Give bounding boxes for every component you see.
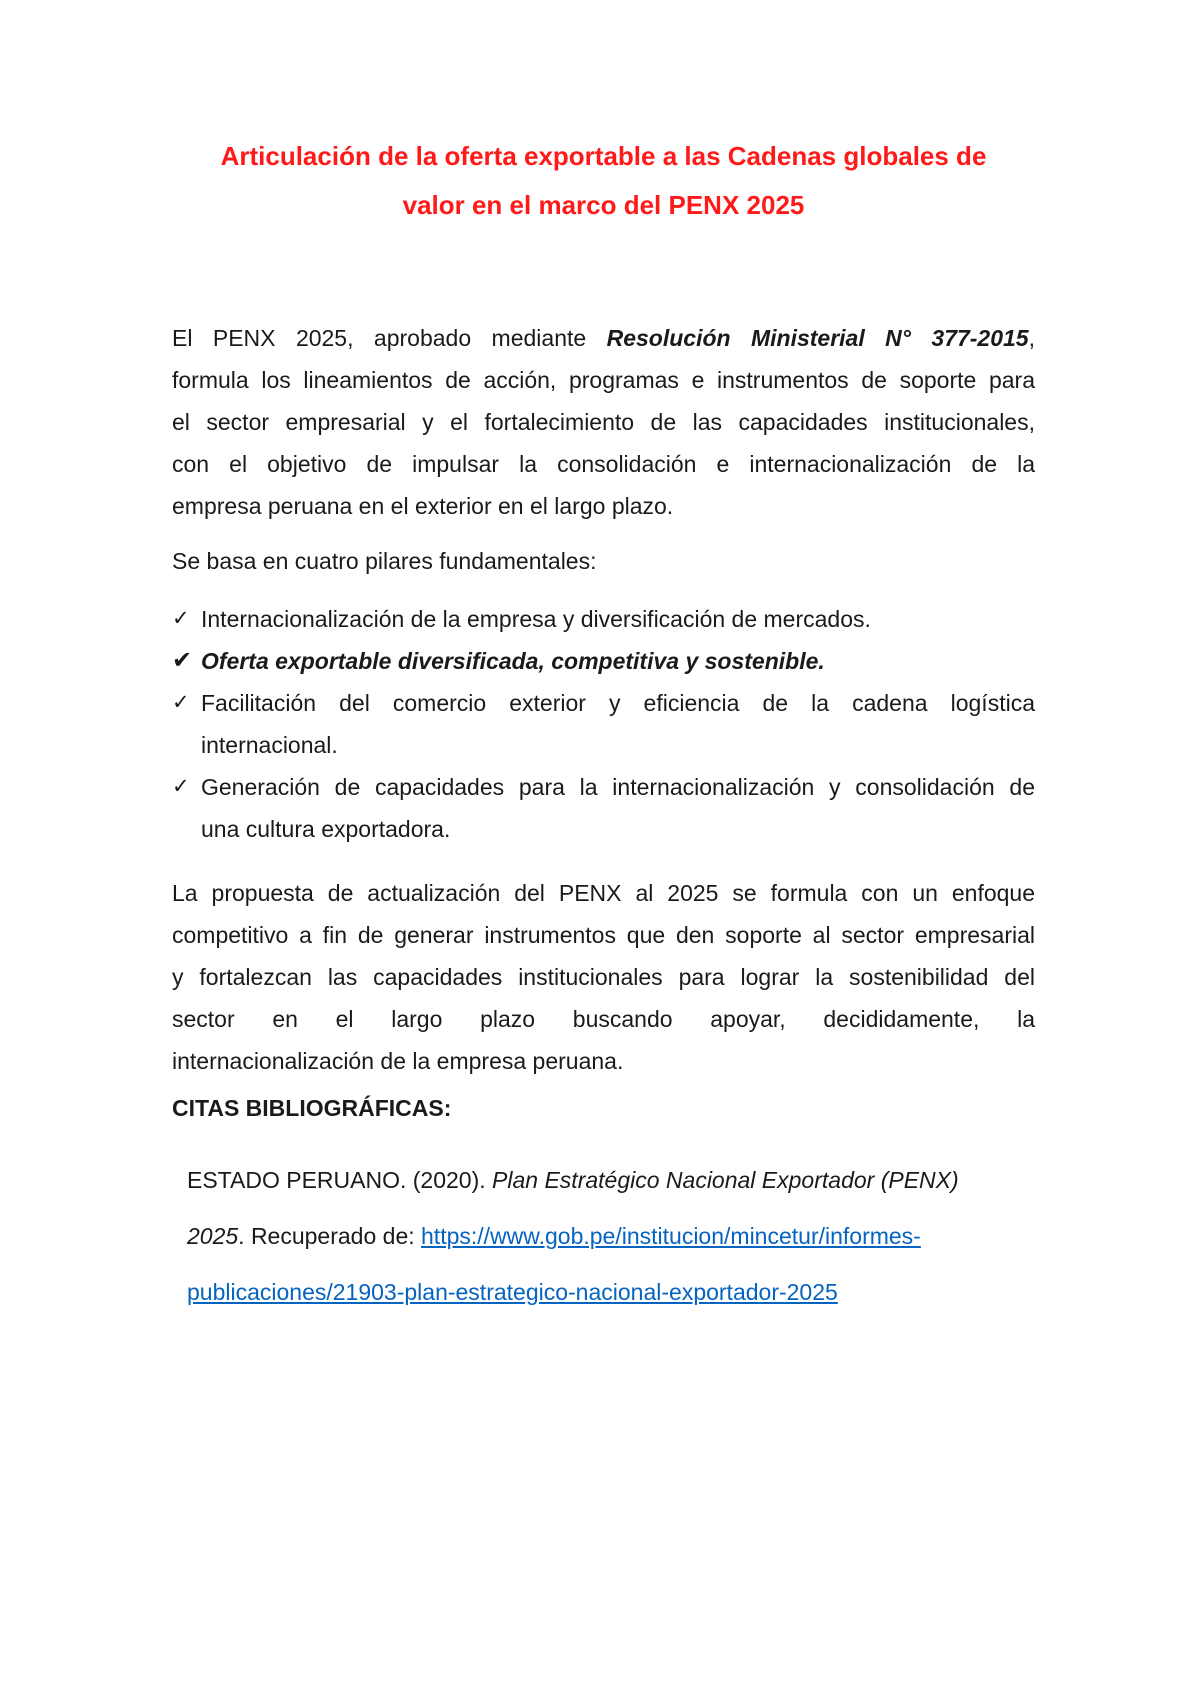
proposal-paragraph (172, 872, 1035, 1082)
citation-link-continued[interactable]: publicaciones/21903-plan-estrategico-nacional-exportador-2025 (187, 1279, 838, 1305)
citation-line-1: ESTADO PERUANO. (2020). Plan Estratégico Nacional Exportador (PENX) (187, 1167, 959, 1193)
check-icon: ✓ (172, 691, 190, 714)
intro-line-2: formula los lineamientos de acción, programas e instrumentos de soporte para (172, 367, 1035, 393)
pillar-4-line-1: Generación de capacidades para la internacionalización y consolidación de (201, 774, 1035, 800)
check-icon: ✓ (172, 775, 190, 798)
check-icon: ✔ (172, 647, 193, 674)
proposal-line-4: sector en el largo plazo buscando apoyar, decididamente, la (172, 1006, 1035, 1032)
intro-line-4: con el objetivo de impulsar la consolidación e internacionalización de la (172, 451, 1035, 477)
list-item (172, 640, 1035, 682)
proposal-line-5: internacionalización de la empresa peruana. (172, 1048, 624, 1074)
citation-link[interactable]: https://www.gob.pe/institucion/mincetur/informes- (421, 1223, 921, 1249)
cited-work-title: Plan Estratégico Nacional Exportador (PENX) (492, 1167, 959, 1193)
title-line-1: Articulación de la oferta exportable a las Cadenas globales de (220, 141, 987, 171)
citation-line-3 (187, 1264, 1035, 1320)
intro-paragraph (172, 317, 1035, 527)
pillars-intro: Se basa en cuatro pilares fundamentales: (172, 548, 597, 574)
pillar-3-line-2: internacional. (201, 732, 338, 758)
list-item (172, 598, 1035, 640)
proposal-line-1: La propuesta de actualización del PENX al 2025 se formula con un enfoque (172, 880, 1035, 906)
proposal-line-2: competitivo a fin de generar instrumentos que den soporte al sector empresarial (172, 922, 1035, 948)
citation-entry (187, 1152, 1035, 1320)
intro-line-5: empresa peruana en el exterior en el largo plazo. (172, 493, 674, 519)
pillar-3-line-1: Facilitación del comercio exterior y eficiencia de la cadena logística (201, 690, 1035, 716)
pillar-1-text: Internacionalización de la empresa y diversificación de mercados. (201, 606, 871, 632)
intro-line-1: El PENX 2025, aprobado mediante Resolución Ministerial N° 377-2015, (172, 325, 1035, 351)
proposal-line-3: y fortalezcan las capacidades institucionales para lograr la sostenibilidad del (172, 964, 1035, 990)
resolution-reference: Resolución Ministerial N° 377-2015 (606, 325, 1029, 351)
list-item (172, 766, 1035, 850)
citations-heading: CITAS BIBLIOGRÁFICAS: (172, 1095, 452, 1121)
check-icon: ✓ (172, 607, 190, 630)
intro-line-3: el sector empresarial y el fortalecimiento de las capacidades institucionales, (172, 409, 1035, 435)
document-title (172, 132, 1035, 230)
pillar-4-line-2: una cultura exportadora. (201, 816, 451, 842)
citation-line-2: 2025. Recuperado de: https://www.gob.pe/institucion/mincetur/informes- (187, 1223, 921, 1249)
list-item (172, 682, 1035, 766)
pillar-2-text: Oferta exportable diversificada, competitiva y sostenible. (201, 648, 825, 674)
pillars-list (172, 598, 1035, 850)
title-line-2: valor en el marco del PENX 2025 (402, 190, 805, 220)
